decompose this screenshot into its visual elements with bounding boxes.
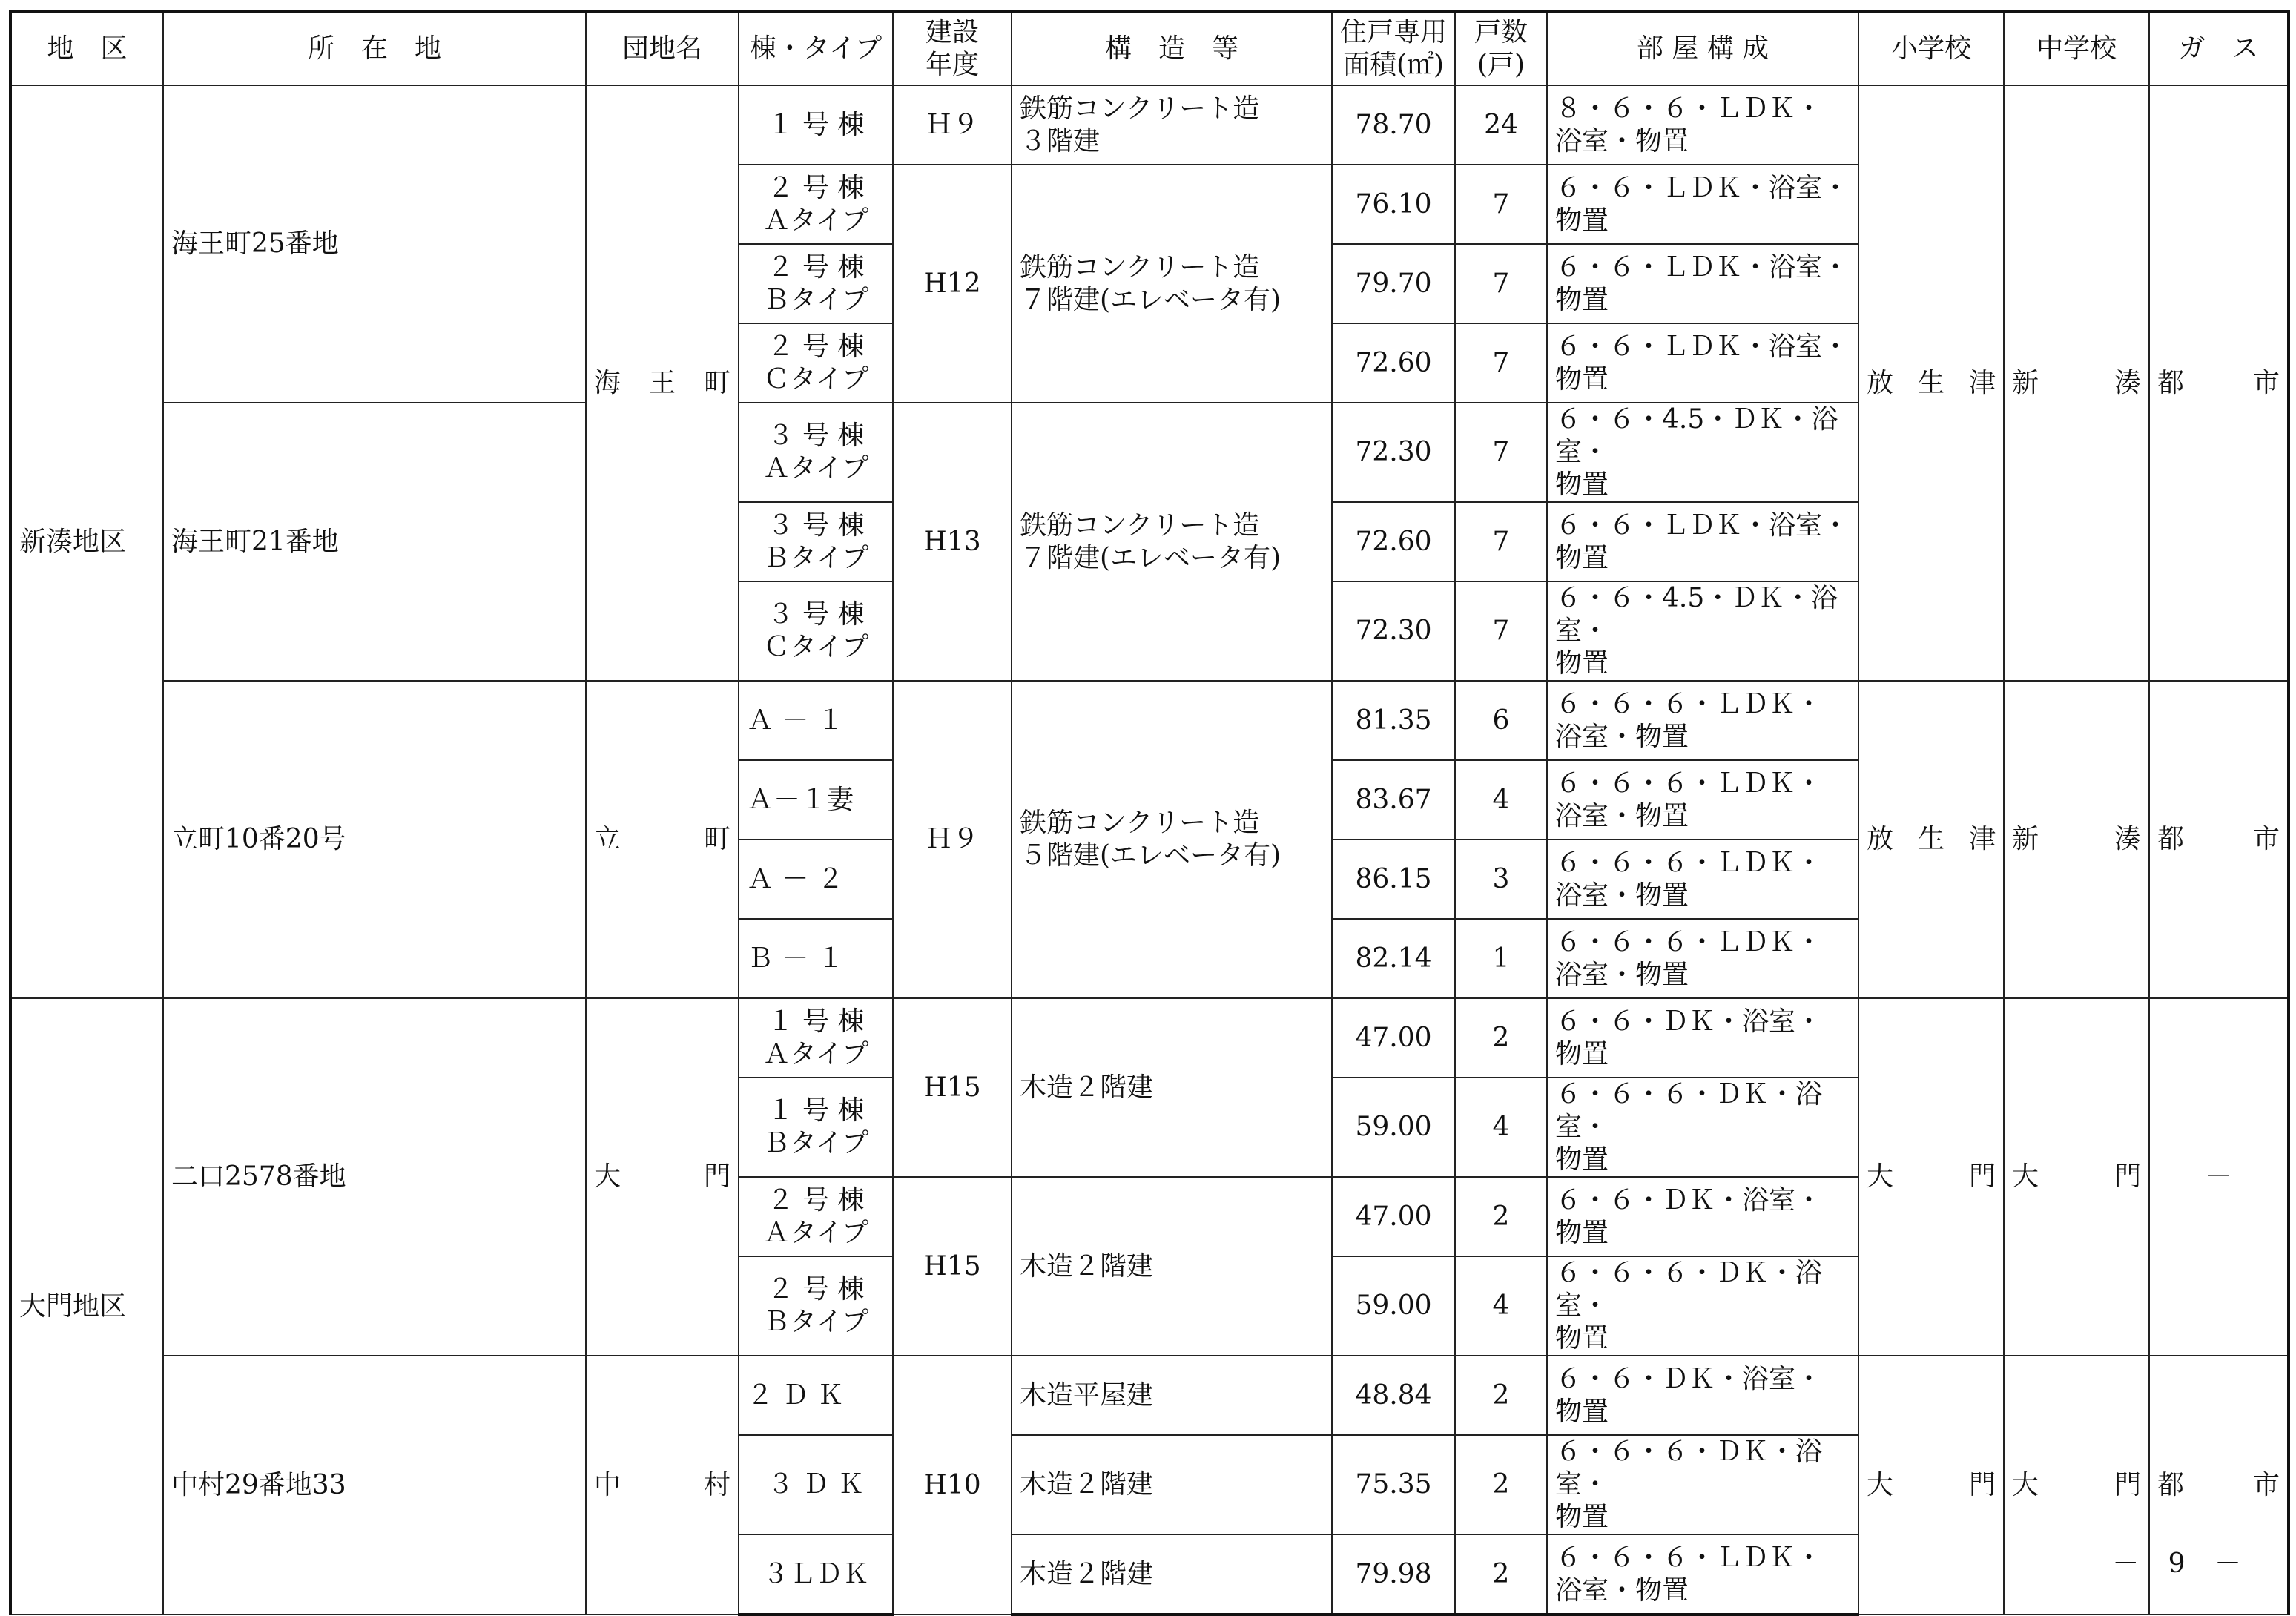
- complex-cell: 海 王 町: [586, 85, 739, 681]
- junior-school-cell: 大 門: [2004, 1356, 2149, 1615]
- area-cell: 72.30: [1332, 581, 1455, 681]
- header-rooms: 部 屋 構 成: [1547, 12, 1858, 85]
- units-cell: 4: [1455, 1256, 1547, 1356]
- units-cell: 3: [1455, 840, 1547, 919]
- header-units: 戸数 (戸): [1455, 12, 1547, 85]
- district-cell: 大門地区: [10, 998, 163, 1615]
- units-cell: 2: [1455, 1356, 1547, 1435]
- area-cell: 86.15: [1332, 840, 1455, 919]
- units-cell: 2: [1455, 1435, 1547, 1534]
- year-cell: H15: [893, 1177, 1012, 1356]
- gas-cell: 都 市: [2149, 1356, 2289, 1615]
- units-cell: 7: [1455, 581, 1547, 681]
- complex-cell: 立 町: [586, 681, 739, 998]
- units-cell: 7: [1455, 165, 1547, 244]
- location-cell: 海王町25番地: [163, 85, 586, 403]
- building-cell: ２ 号 棟 Ａタイプ: [739, 1177, 893, 1256]
- gas-cell: 都 市: [2149, 85, 2289, 681]
- area-cell: 83.67: [1332, 760, 1455, 840]
- year-cell: H13: [893, 403, 1012, 681]
- gas-cell: －: [2149, 998, 2289, 1356]
- units-cell: 6: [1455, 681, 1547, 760]
- rooms-cell: ６・６・６・ＤＫ・浴室・ 物置: [1547, 1078, 1858, 1177]
- building-cell: ３ Ｄ Ｋ: [739, 1435, 893, 1534]
- structure-cell: 鉄筋コンクリート造 ７階建(エレベータ有): [1012, 165, 1332, 403]
- building-cell: ３ＬＤＫ: [739, 1534, 893, 1615]
- building-cell: １ 号 棟 Ｂタイプ: [739, 1078, 893, 1177]
- year-cell: H15: [893, 998, 1012, 1177]
- units-cell: 1: [1455, 919, 1547, 998]
- building-cell: １ 号 棟: [739, 85, 893, 165]
- header-location: 所 在 地: [163, 12, 586, 85]
- table-row: [10, 681, 2289, 760]
- location-cell: 立町10番20号: [163, 681, 586, 998]
- building-cell: ２ 号 棟 Ａタイプ: [739, 165, 893, 244]
- header-district: 地 区: [10, 12, 163, 85]
- rooms-cell: ８・６・６・ＬＤＫ・ 浴室・物置: [1547, 85, 1858, 165]
- rooms-cell: ６・６・4.5・ＤＫ・浴室・ 物置: [1547, 581, 1858, 681]
- rooms-cell: ６・６・4.5・ＤＫ・浴室・ 物置: [1547, 403, 1858, 502]
- units-cell: 2: [1455, 998, 1547, 1078]
- location-cell: 中村29番地33: [163, 1356, 586, 1615]
- public-housing-table: [9, 10, 2290, 1616]
- year-cell: H10: [893, 1356, 1012, 1615]
- area-cell: 59.00: [1332, 1078, 1455, 1177]
- structure-cell: 木造２階建: [1012, 1534, 1332, 1615]
- header-elementary: 小学校: [1858, 12, 2004, 85]
- structure-cell: 木造２階建: [1012, 1177, 1332, 1356]
- header-building: 棟・タイプ: [739, 12, 893, 85]
- units-cell: 7: [1455, 502, 1547, 581]
- structure-cell: 木造平屋建: [1012, 1356, 1332, 1435]
- rooms-cell: ６・６・ＤＫ・浴室・ 物置: [1547, 1356, 1858, 1435]
- rooms-cell: ６・６・ＤＫ・浴室・ 物置: [1547, 1177, 1858, 1256]
- building-cell: Ｂ － １: [739, 919, 893, 998]
- location-cell: 海王町21番地: [163, 403, 586, 681]
- building-cell: Ａ－１妻: [739, 760, 893, 840]
- page-number: － 9 －: [2112, 1549, 2252, 1579]
- units-cell: 7: [1455, 403, 1547, 502]
- units-cell: 4: [1455, 760, 1547, 840]
- building-cell: Ａ － １: [739, 681, 893, 760]
- building-cell: ３ 号 棟 Ａタイプ: [739, 403, 893, 502]
- elementary-school-cell: 放 生 津: [1858, 681, 2004, 998]
- area-cell: 75.35: [1332, 1435, 1455, 1534]
- building-cell: ３ 号 棟 Ｃタイプ: [739, 581, 893, 681]
- elementary-school-cell: 大 門: [1858, 998, 2004, 1356]
- complex-cell: 大 門: [586, 998, 739, 1356]
- junior-school-cell: 大 門: [2004, 998, 2149, 1356]
- structure-cell: 木造２階建: [1012, 998, 1332, 1177]
- units-cell: 7: [1455, 323, 1547, 403]
- header-area: 住戸専用 面積(㎡): [1332, 12, 1455, 85]
- header-year: 建設 年度: [893, 12, 1012, 85]
- area-cell: 47.00: [1332, 1177, 1455, 1256]
- gas-cell: 都 市: [2149, 681, 2289, 998]
- area-cell: 76.10: [1332, 165, 1455, 244]
- area-cell: 72.60: [1332, 323, 1455, 403]
- units-cell: 24: [1455, 85, 1547, 165]
- building-cell: １ 号 棟 Ａタイプ: [739, 998, 893, 1078]
- table-row: [10, 998, 2289, 1078]
- structure-cell: 鉄筋コンクリート造 ５階建(エレベータ有): [1012, 681, 1332, 998]
- units-cell: 7: [1455, 244, 1547, 323]
- district-cell: 新湊地区: [10, 85, 163, 998]
- junior-school-cell: 新 湊: [2004, 681, 2149, 998]
- area-cell: 82.14: [1332, 919, 1455, 998]
- structure-cell: 鉄筋コンクリート造 ３階建: [1012, 85, 1332, 165]
- year-cell: Ｈ９: [893, 85, 1012, 165]
- units-cell: 2: [1455, 1177, 1547, 1256]
- building-cell: ２ Ｄ Ｋ: [739, 1356, 893, 1435]
- year-cell: Ｈ９: [893, 681, 1012, 998]
- rooms-cell: ６・６・ＬＤＫ・浴室・ 物置: [1547, 502, 1858, 581]
- header-junior: 中学校: [2004, 12, 2149, 85]
- area-cell: 48.84: [1332, 1356, 1455, 1435]
- header-gas: ガ ス: [2149, 12, 2289, 85]
- area-cell: 47.00: [1332, 998, 1455, 1078]
- header-structure: 構 造 等: [1012, 12, 1332, 85]
- area-cell: 72.30: [1332, 403, 1455, 502]
- table-row: [10, 1356, 2289, 1435]
- rooms-cell: ６・６・６・ＬＤＫ・ 浴室・物置: [1547, 1534, 1858, 1615]
- rooms-cell: ６・６・ＬＤＫ・浴室・ 物置: [1547, 244, 1858, 323]
- rooms-cell: ６・６・６・ＬＤＫ・ 浴室・物置: [1547, 681, 1858, 760]
- header-row: [10, 12, 2289, 85]
- header-complex: 団地名: [586, 12, 739, 85]
- units-cell: 4: [1455, 1078, 1547, 1177]
- area-cell: 72.60: [1332, 502, 1455, 581]
- location-cell: 二口2578番地: [163, 998, 586, 1356]
- rooms-cell: ６・６・ＬＤＫ・浴室・ 物置: [1547, 165, 1858, 244]
- area-cell: 59.00: [1332, 1256, 1455, 1356]
- elementary-school-cell: 大 門: [1858, 1356, 2004, 1615]
- building-cell: ２ 号 棟 Ｂタイプ: [739, 1256, 893, 1356]
- year-cell: H12: [893, 165, 1012, 403]
- area-cell: 81.35: [1332, 681, 1455, 760]
- area-cell: 79.98: [1332, 1534, 1455, 1615]
- rooms-cell: ６・６・ＬＤＫ・浴室・ 物置: [1547, 323, 1858, 403]
- junior-school-cell: 新 湊: [2004, 85, 2149, 681]
- rooms-cell: ６・６・６・ＤＫ・浴室・ 物置: [1547, 1435, 1858, 1534]
- rooms-cell: ６・６・ＤＫ・浴室・ 物置: [1547, 998, 1858, 1078]
- building-cell: Ａ － ２: [739, 840, 893, 919]
- elementary-school-cell: 放 生 津: [1858, 85, 2004, 681]
- table-row: [10, 85, 2289, 165]
- structure-cell: 鉄筋コンクリート造 ７階建(エレベータ有): [1012, 403, 1332, 681]
- units-cell: 2: [1455, 1534, 1547, 1615]
- area-cell: 79.70: [1332, 244, 1455, 323]
- building-cell: ３ 号 棟 Ｂタイプ: [739, 502, 893, 581]
- building-cell: ２ 号 棟 Ｃタイプ: [739, 323, 893, 403]
- complex-cell: 中 村: [586, 1356, 739, 1615]
- rooms-cell: ６・６・６・ＬＤＫ・ 浴室・物置: [1547, 919, 1858, 998]
- building-cell: ２ 号 棟 Ｂタイプ: [739, 244, 893, 323]
- rooms-cell: ６・６・６・ＬＤＫ・ 浴室・物置: [1547, 840, 1858, 919]
- structure-cell: 木造２階建: [1012, 1435, 1332, 1534]
- rooms-cell: ６・６・６・ＤＫ・浴室・ 物置: [1547, 1256, 1858, 1356]
- rooms-cell: ６・６・６・ＬＤＫ・ 浴室・物置: [1547, 760, 1858, 840]
- area-cell: 78.70: [1332, 85, 1455, 165]
